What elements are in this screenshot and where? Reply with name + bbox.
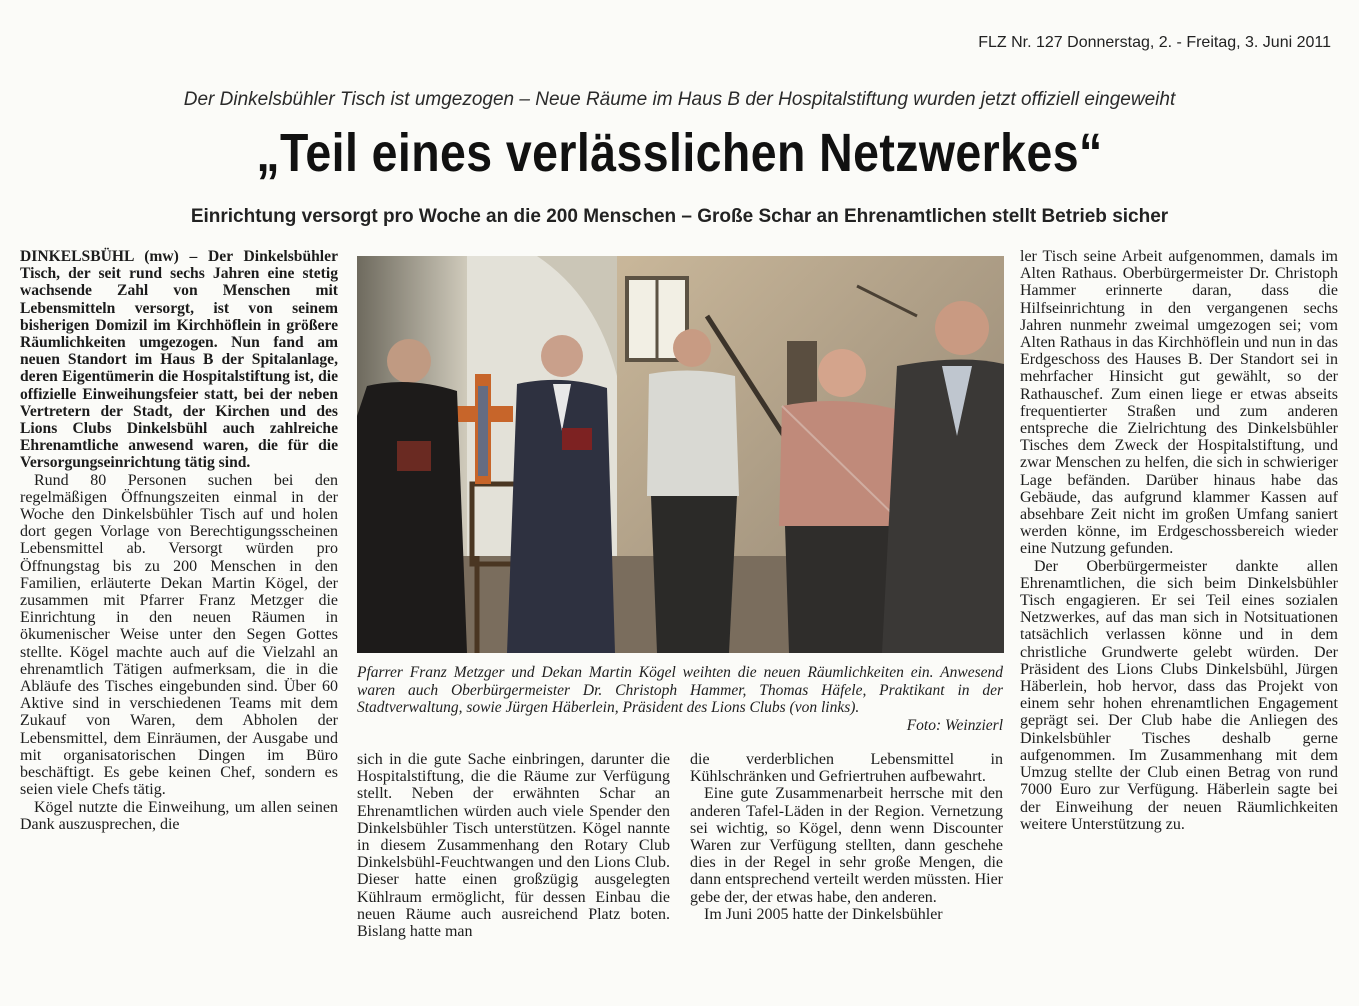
lead-paragraph: DINKELSBÜHL (mw) – Der Dinkelsbühler Tisch, der seit rund sechs Jahren eine stetig wachsende Zahl von Menschen mit Lebensmitteln versorgt, ist von seinem bisherigen Domizil im Kirchhöflein in größere Räumlichkeiten umgezogen. Nun fand am neuen Standort im Haus B der Spitalanlage, deren Eigentümerin die Hospitalstiftung ist, die offizielle Einweihungsfeier statt, bei der neben Vertretern der Stadt, der Kirchen und des Lions Clubs Dinkelsbühl auch zahlreiche Ehrenamtliche anwesend waren, die für die Versorgungseinrichtung tätig sind. xyxy=(20,248,338,472)
body-paragraph: Rund 80 Personen suchen bei den regelmäßigen Öffnungszeiten einmal in der Woche den Dinkelsbühler Tisch auf und holen dort gegen Vorlage von Berechtigungsscheinen Lebensmittel ab. Versorgt würden pro Öffnungstag bis zu 200 Menschen in den Familien, erläuterte Dekan Martin Kögel, der zusammen mit Pfarrer Franz Metzger die Einrichtung in den neuen Räumen in ökumenischer Weise unter den Segen Gottes stellte. Kögel machte auch auf die Vielzahl an ehrenamtlich Tätigen aufmerksam, die in die Abläufe des Tisches eingebunden sind. Über 60 Aktive sind in verschiedenen Teams mit dem Zukauf von Waren, dem Abholen der Lebensmittel, dem Einräumen, der Ausgabe und mit organisatorischen Dingen im Büro beschäftigt. Es gebe keinen Chef, sondern es seien viele Chefs tätig. xyxy=(20,471,338,799)
column-1 xyxy=(20,248,338,833)
body-paragraph: sich in die gute Sache einbringen, darunter die Hospitalstiftung, die die Räume zur Verfügung stellt. Neben der erwähnten Schar an Ehrenamtlichen würden auch viele Spender den Dinkelsbühler Tisch unterstützen. Kögel nannte in diesem Zusammenhang den Rotary Club Dinkelsbühl-Feuchtwangen und den Lions Club. Dieser hatte einen großzügig ausgelegten Kühlraum ermöglicht, für dessen Einbau die neuen Räume auch ausreichend Platz boten. Bislang hatte man xyxy=(357,751,670,941)
body-paragraph: Eine gute Zusammenarbeit herrsche mit den anderen Tafel-Läden in der Region. Vernetzung sei wichtig, so Kögel, denn wenn Discounter Waren zur Verfügung stellten, dann geschehe dies in der Regel in sehr große Mengen, die dann entsprechend verteilt werden müssten. Hier gebe der, der etwas habe, den anderen. xyxy=(690,785,1003,906)
body-paragraph: ler Tisch seine Arbeit aufgenommen, damals im Alten Rathaus. Oberbürgermeister Dr. Christoph Hammer erinnerte daran, dass die Hilfseinrichtung in den vergangenen sechs Jahren nunmehr zweimal umgezogen sei; vom Alten Rathaus in das Kirchhöflein und nun in das Erdgeschoss des Hauses B. Der Standort sei in mehrfacher Hinsicht gut gewählt, so der Rathauschef. Zum einen liege er etwas abseits frequentierter Straßen und zum anderen entspreche die Zielrichtung des Dinkelsbühler Tisches dem Zweck der Hospitalstiftung, und zwar Menschen zu helfen, die sich in schwieriger Lage befänden. Darüber hinaus habe das Gebäude, das aufgrund klammer Kassen auf absehbare Zeit nicht im großen Umfang saniert werden könne, im Erdgeschossbereich wieder eine Nutzung gefunden. xyxy=(1020,248,1338,558)
column-2 xyxy=(357,751,670,940)
subheadline: Einrichtung versorgt pro Woche an die 200 Menschen – Große Schar an Ehrenamtlichen stellt Betrieb sicher xyxy=(190,206,1169,227)
kicker-line: Der Dinkelsbühler Tisch ist umgezogen – Neue Räume im Haus B der Hospitalstiftung wurden jetzt offiziell eingeweiht xyxy=(183,89,1176,110)
masthead: FLZ Nr. 127 Donnerstag, 2. - Freitag, 3. Juni 2011 xyxy=(978,34,1331,51)
body-paragraph: Im Juni 2005 hatte der Dinkelsbühler xyxy=(704,905,943,923)
headline: „Teil eines verlässlichen Netzwerkes“ xyxy=(256,123,1103,183)
body-paragraph: Der Oberbürgermeister dankte allen Ehrenamtlichen, die sich beim Dinkelsbühler Tisch engagieren. Er sei Teil eines sozialen Netzwerkes, auf das man sich in Notsituationen tatsächlich verlassen könne und in dem christliche Grundwerte gelebt würden. Der Präsident des Lions Clubs Dinkelsbühl, Jürgen Häberlein, hob hervor, dass das Projekt von einem sehr hohen ehrenamtlichen Engagement geprägt sei. Der Club habe die Anliegen des Dinkelsbühler Tisches deshalb gerne aufgenommen. Im Zusammenhang mit dem Umzug stellte der Club einen Betrag von rund 7000 Euro zur Verfügung. Häberlein sagte bei der Einweihung der neuen Räumlichkeiten weitere Unterstützung zu. xyxy=(1020,557,1338,833)
caption-text: Pfarrer Franz Metzger und Dekan Martin Kögel weihten die neuen Räumlichkeiten ein. Anwesend waren auch Oberbürgermeister Dr. Christoph Hammer, Thomas Häfele, Praktikant in der Stadtverwaltung, sowie Jürgen Häberlein, Präsident des Lions Clubs (von links). xyxy=(357,664,1003,717)
photo-illustration xyxy=(357,256,1004,653)
body-paragraph: die verderblichen Lebensmittel in Kühlschränken und Gefriertruhen aufbewahrt. xyxy=(690,751,1003,786)
column-3 xyxy=(690,751,1003,923)
photo-credit: Foto: Weinzierl xyxy=(906,716,1003,734)
column-4 xyxy=(1020,248,1338,833)
photo-caption xyxy=(357,664,1003,734)
body-paragraph: Kögel nutzte die Einweihung, um allen seinen Dank auszusprechen, die xyxy=(20,798,338,833)
article-photo xyxy=(357,256,1004,653)
